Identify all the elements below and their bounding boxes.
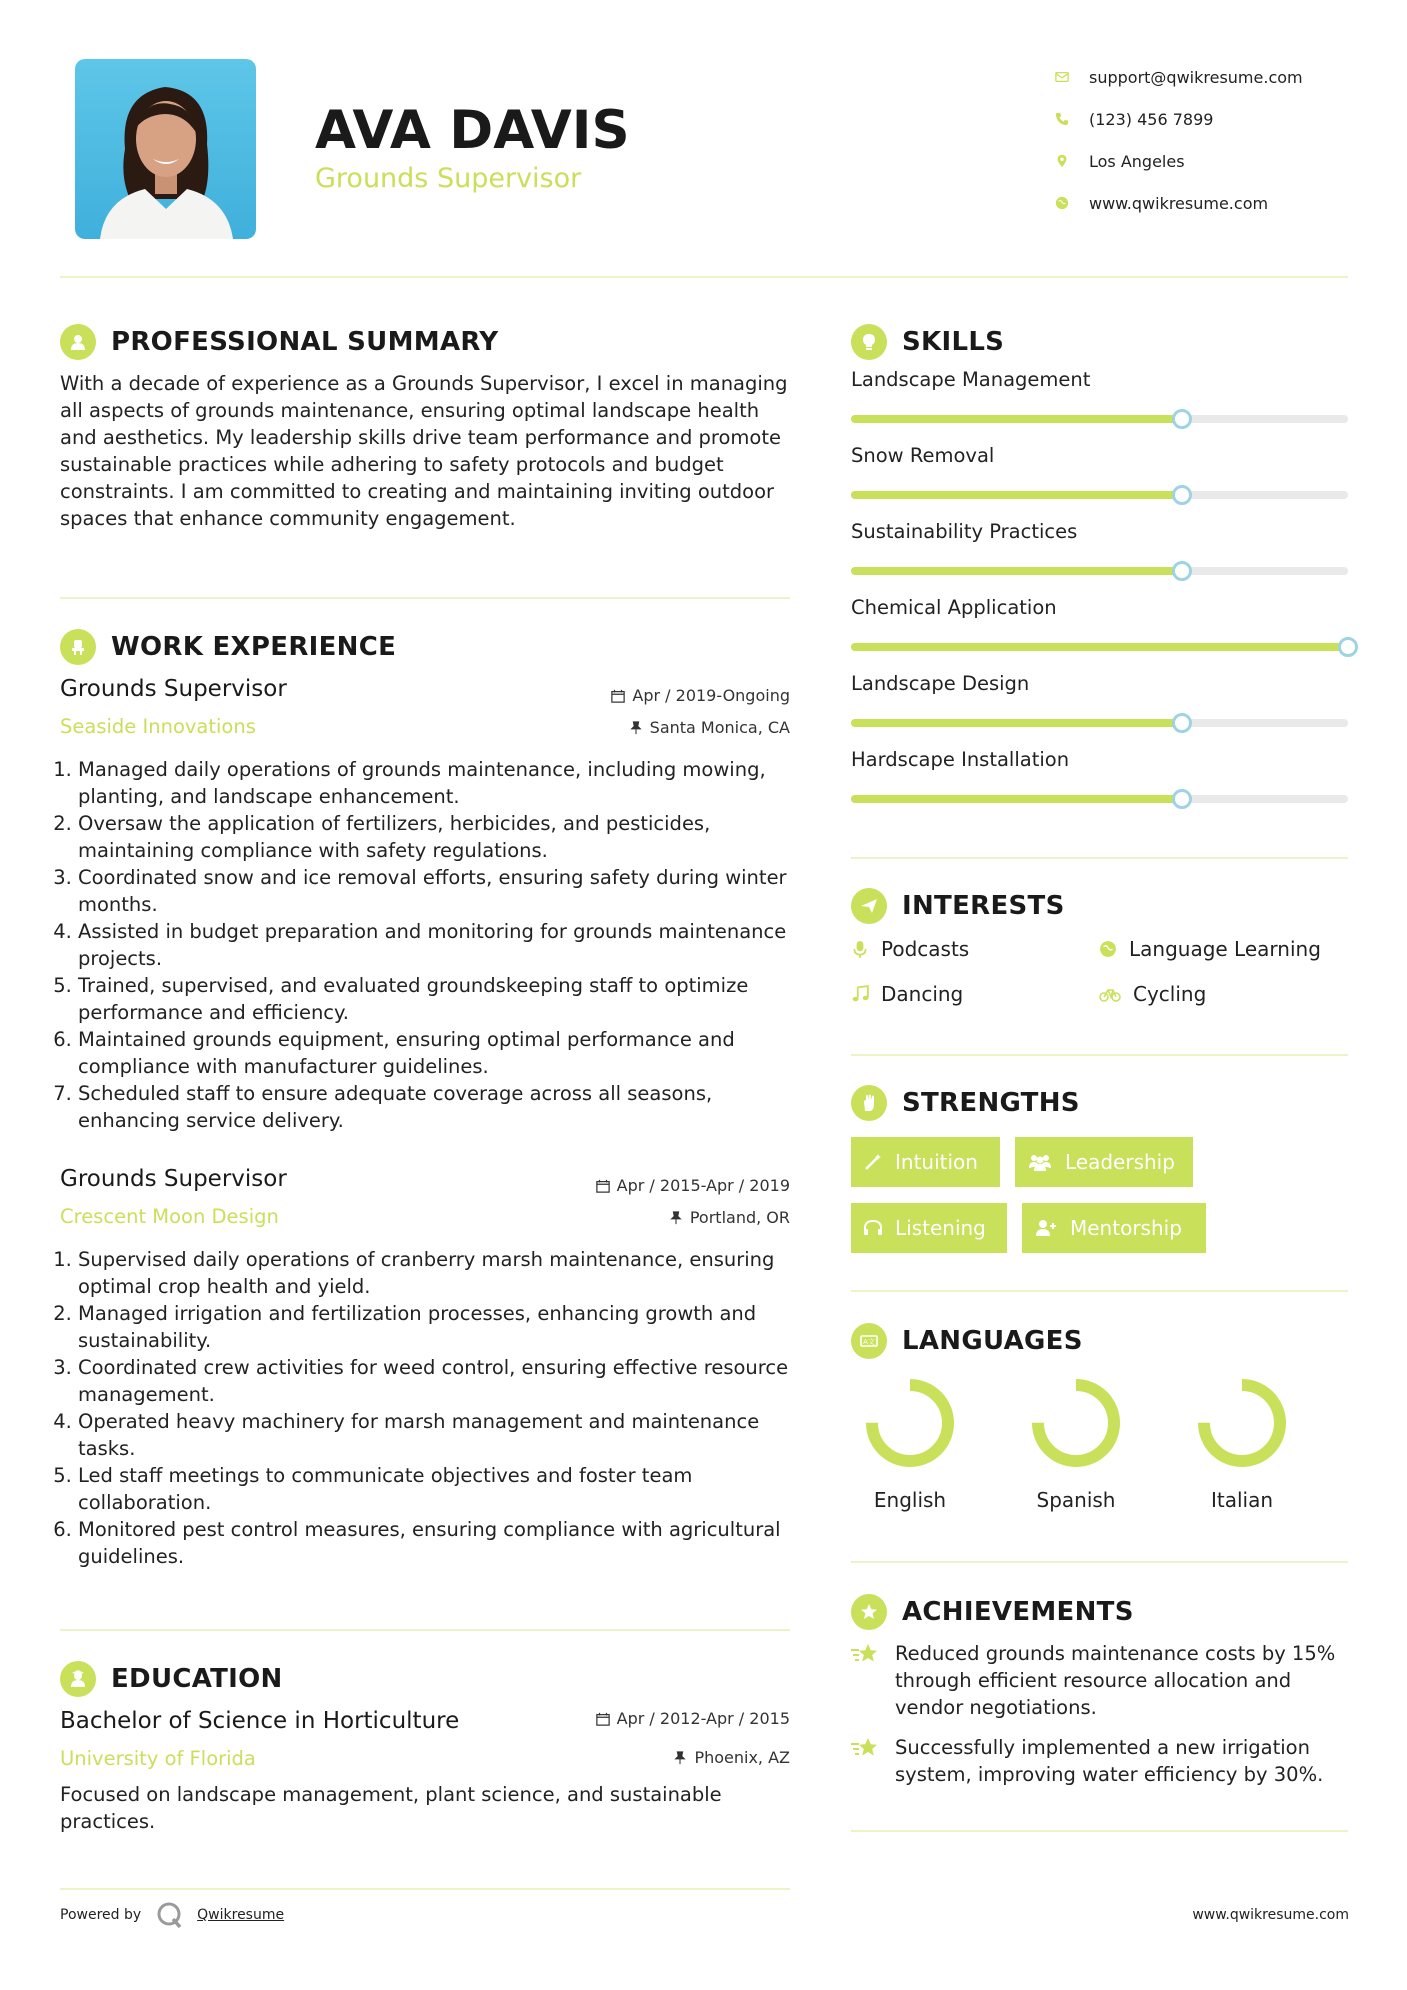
skill-bar-knob: [1172, 789, 1192, 809]
job-2-date: [596, 1176, 790, 1195]
powered-by-label: Powered by: [60, 1907, 142, 1923]
list-item: 6. Monitored pest control measures, ensuring compliance with agricultural guidelines.: [78, 1516, 790, 1570]
achievement-item-1: [851, 1640, 1348, 1721]
profile-photo: [75, 59, 256, 239]
job-1-bullets: [60, 756, 790, 1134]
interest-cycling-label: Cycling: [1133, 982, 1207, 1006]
strength-intuition-label: Intuition: [895, 1150, 978, 1174]
contact-website-text: www.qwikresume.com: [1089, 193, 1269, 213]
job-1-location-text: Santa Monica, CA: [649, 718, 790, 737]
strength-mentorship: [1022, 1203, 1206, 1253]
contact-phone-text: (123) 456 7899: [1089, 109, 1214, 129]
interests-divider: [851, 1054, 1348, 1056]
strength-intuition: [851, 1137, 1000, 1187]
list-item: 5. Led staff meetings to communicate objectives and foster team collaboration.: [78, 1462, 790, 1516]
microphone-icon: [851, 940, 869, 958]
languages-heading: [851, 1323, 1083, 1359]
education-school: University of Florida: [60, 1747, 256, 1770]
strength-leadership-label: Leadership: [1065, 1150, 1175, 1174]
interest-language-learning: [1099, 937, 1321, 961]
contact-email-text: support@qwikresume.com: [1089, 67, 1303, 87]
education-text: Focused on landscape management, plant science, and sustainable practices.: [60, 1783, 722, 1833]
skill-bar-fill: [851, 643, 1348, 651]
interest-podcasts: [851, 937, 969, 961]
achievements-divider: [851, 1830, 1348, 1832]
user-plus-icon: [1034, 1218, 1058, 1238]
lightbulb-icon: [851, 324, 887, 360]
language-ring-arc: [872, 1385, 948, 1461]
job-1-date-text: Apr / 2019-Ongoing: [632, 686, 790, 705]
pushpin-icon: [629, 721, 643, 735]
footer-url[interactable]: www.qwikresume.com: [1192, 1907, 1349, 1923]
job-1-title: Grounds Supervisor: [60, 676, 287, 702]
strength-listening: [851, 1203, 1007, 1253]
strength-leadership: [1015, 1137, 1193, 1187]
strengths-divider: [851, 1290, 1348, 1292]
user-icon: [60, 324, 96, 360]
interest-language-learning-label: Language Learning: [1129, 937, 1321, 961]
strengths-heading-text: STRENGTHS: [902, 1088, 1080, 1118]
contact-location: [1055, 140, 1385, 182]
list-item: 4. Assisted in budget preparation and monitoring for grounds maintenance projects.: [78, 918, 790, 972]
globe-icon: [1055, 196, 1089, 210]
headphones-icon: [863, 1218, 883, 1238]
globe-icon: [1099, 940, 1117, 958]
interest-podcasts-label: Podcasts: [881, 937, 970, 961]
strength-listening-label: Listening: [895, 1216, 986, 1240]
candidate-name: AVA DAVIS: [315, 100, 630, 161]
job-2-company: Crescent Moon Design: [60, 1205, 279, 1228]
skill-bar-fill: [851, 795, 1182, 803]
star-icon: [851, 1736, 879, 1762]
language-ring-arc: [1038, 1385, 1114, 1461]
achievements-heading: [851, 1594, 1134, 1630]
skills-divider: [851, 857, 1348, 859]
hand-icon: [851, 1085, 887, 1121]
bicycle-icon: [1099, 985, 1121, 1003]
list-item: 7. Scheduled staff to ensure adequate coverage across all seasons, enhancing service delivery.: [78, 1080, 790, 1134]
skill-bar-fill: [851, 719, 1182, 727]
education-location-text: Phoenix, AZ: [694, 1748, 790, 1767]
experience-divider: [60, 1629, 790, 1631]
paper-plane-icon: [851, 888, 887, 924]
strengths-heading: [851, 1085, 1080, 1121]
magic-wand-icon: [863, 1152, 883, 1172]
language-label: English: [873, 1488, 947, 1512]
star-badge-icon: [851, 1594, 887, 1630]
calendar-icon: [596, 1712, 610, 1726]
skill-label: Sustainability Practices: [851, 520, 1078, 543]
location-pin-icon: [1055, 154, 1089, 168]
music-note-icon: [851, 985, 869, 1003]
job-2-title: Grounds Supervisor: [60, 1166, 287, 1192]
job-1-location: [629, 718, 790, 737]
language-ring-arc: [1204, 1385, 1280, 1461]
skills-heading: [851, 324, 1004, 360]
skill-bar-fill: [851, 491, 1182, 499]
chair-icon: [60, 629, 96, 665]
education-degree: Bachelor of Science in Horticulture: [60, 1708, 460, 1734]
contact-location-text: Los Angeles: [1089, 151, 1185, 171]
interests-heading: [851, 888, 1065, 924]
summary-divider: [60, 597, 790, 599]
skill-bar: [851, 567, 1348, 575]
achievement-text-2: Successfully implemented a new irrigation system, improving water efficiency by 30%.: [895, 1736, 1324, 1786]
language-icon: [851, 1323, 887, 1359]
interest-dancing: [851, 982, 963, 1006]
pushpin-icon: [669, 1211, 683, 1225]
language-ring: [1197, 1378, 1287, 1468]
summary-heading: [60, 324, 498, 360]
language-label: Italian: [1210, 1488, 1274, 1512]
phone-icon: [1055, 112, 1089, 126]
list-item: 6. Maintained grounds equipment, ensuring optimal performance and compliance with manufacturer guidelines.: [78, 1026, 790, 1080]
mail-icon: [1055, 70, 1089, 84]
job-2-location-text: Portland, OR: [689, 1208, 790, 1227]
list-item: 4. Operated heavy machinery for marsh management and maintenance tasks.: [78, 1408, 790, 1462]
skill-label: Chemical Application: [851, 596, 1057, 619]
skill-label: Hardscape Installation: [851, 748, 1070, 771]
job-2-location: [669, 1208, 790, 1227]
graduate-icon: [60, 1661, 96, 1697]
skill-bar-knob: [1172, 485, 1192, 505]
skill-bar: [851, 643, 1348, 651]
contact-list: [1055, 56, 1385, 224]
language-ring: [865, 1378, 955, 1468]
qwikresume-logo-icon: [155, 1900, 185, 1930]
skill-label: Landscape Design: [851, 672, 1030, 695]
list-item: 2. Oversaw the application of fertilizers, herbicides, and pesticides, maintaining compliance with safety regulations.: [78, 810, 790, 864]
skill-label: Snow Removal: [851, 444, 995, 467]
skills-heading-text: SKILLS: [902, 327, 1005, 357]
calendar-icon: [611, 689, 625, 703]
skill-bar-fill: [851, 567, 1182, 575]
users-icon: [1027, 1152, 1053, 1172]
skill-bar-knob: [1172, 713, 1192, 733]
experience-heading: [60, 629, 396, 665]
education-date: [596, 1709, 790, 1728]
skill-label: Landscape Management: [851, 368, 1091, 391]
interests-heading-text: INTERESTS: [902, 891, 1065, 921]
achievement-item-2: [851, 1734, 1348, 1788]
education-heading-text: EDUCATION: [111, 1664, 283, 1694]
languages-heading-text: LANGUAGES: [902, 1326, 1083, 1356]
list-item: 5. Trained, supervised, and evaluated groundskeeping staff to optimize performance and efficiency.: [78, 972, 790, 1026]
skill-bar: [851, 719, 1348, 727]
pushpin-icon: [673, 1751, 687, 1765]
candidate-title: Grounds Supervisor: [315, 163, 582, 194]
language-label: Spanish: [1036, 1488, 1116, 1512]
calendar-icon: [596, 1179, 610, 1193]
list-item: 1. Supervised daily operations of cranberry marsh maintenance, ensuring optimal crop health and yield.: [78, 1246, 790, 1300]
summary-text: With a decade of experience as a Grounds Supervisor, I excel in managing all aspects of grounds maintenance, ensuring optimal landscape health and aesthetics. My leadership skills drive team performance and promote sustainable practices while adhering to safety protocols and budget constraints. I am committed to creating and maintaining inviting outdoor spaces that enhance community engagement.: [60, 372, 788, 530]
summary-heading-text: PROFESSIONAL SUMMARY: [111, 327, 499, 357]
job-1-date: [611, 686, 790, 705]
education-heading: [60, 1661, 283, 1697]
list-item: 3. Coordinated crew activities for weed control, ensuring effective resource management.: [78, 1354, 790, 1408]
achievement-text-1: Reduced grounds maintenance costs by 15% through efficient resource allocation and vendor negotiations.: [895, 1642, 1336, 1719]
svg-text:A文: A文: [863, 1338, 875, 1346]
list-item: 2. Managed irrigation and fertilization processes, enhancing growth and sustainability.: [78, 1300, 790, 1354]
skill-bar-fill: [851, 415, 1182, 423]
contact-phone[interactable]: [1055, 98, 1385, 140]
languages-divider: [851, 1561, 1348, 1563]
education-location: [673, 1748, 790, 1767]
header-divider: [60, 276, 1348, 278]
job-1-company: Seaside Innovations: [60, 715, 256, 738]
achievements-heading-text: ACHIEVEMENTS: [902, 1597, 1134, 1627]
qwikresume-link[interactable]: Qwikresume: [197, 1907, 285, 1923]
skill-bar: [851, 491, 1348, 499]
strength-mentorship-label: Mentorship: [1070, 1216, 1182, 1240]
skill-bar-knob: [1172, 409, 1192, 429]
interest-dancing-label: Dancing: [881, 982, 964, 1006]
footer-powered-by: [60, 1900, 284, 1930]
language-ring: [1031, 1378, 1121, 1468]
job-2-bullets: [60, 1246, 790, 1570]
contact-email[interactable]: [1055, 56, 1385, 98]
education-divider: [60, 1888, 790, 1890]
job-2-date-text: Apr / 2015-Apr / 2019: [616, 1176, 790, 1195]
education-date-text: Apr / 2012-Apr / 2015: [616, 1709, 790, 1728]
experience-heading-text: WORK EXPERIENCE: [111, 632, 397, 662]
star-icon: [851, 1642, 879, 1668]
skill-bar-knob: [1338, 637, 1358, 657]
list-item: 1. Managed daily operations of grounds maintenance, including mowing, planting, and landscape enhancement.: [78, 756, 790, 810]
skill-bar: [851, 415, 1348, 423]
skill-bar: [851, 795, 1348, 803]
contact-website[interactable]: [1055, 182, 1385, 224]
interest-cycling: [1099, 982, 1206, 1006]
skill-bar-knob: [1172, 561, 1192, 581]
list-item: 3. Coordinated snow and ice removal efforts, ensuring safety during winter months.: [78, 864, 790, 918]
